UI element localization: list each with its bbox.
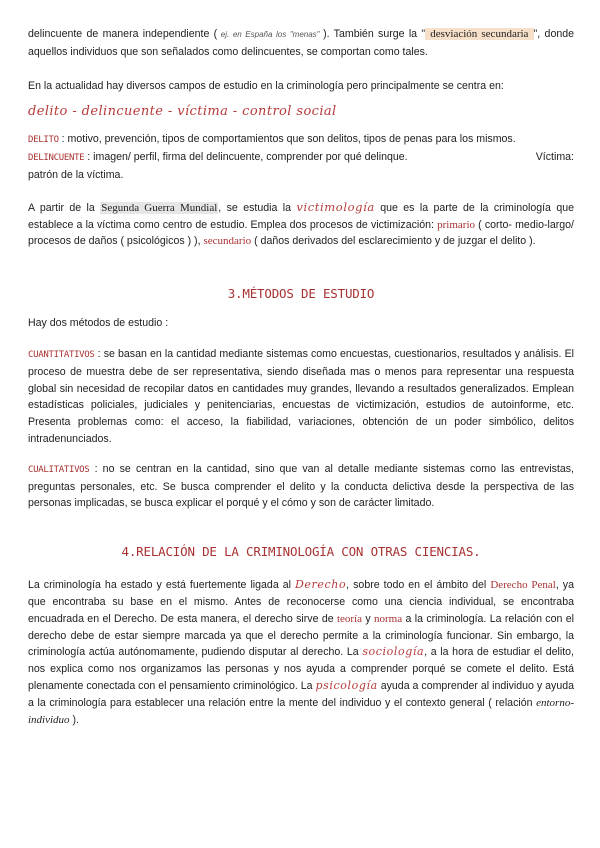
secundario-term: secundario [203,235,252,248]
cualitativos-paragraph: CUALITATIVOS : no se centran en la cantidad, sino que van al detalle mediante sistemas como las entrevistas, preguntas personales, etc. Se busca comprender el delito y la conducta delictiva desde la perspectiva de las personas implicadas, se busca explicar el porqué y el cómo y son de carácter limitado. [28,462,574,510]
paragraph-campos-intro: En la actualidad hay diversos campos de estudio en la criminología pero principalmente se centra en: [28,79,504,92]
section-4-heading: 4.RELACIÓN DE LA CRIMINOLOGÍA CON OTRAS CIENCIAS. [121,544,481,560]
delincuente-label: DELINCUENTE [28,153,85,164]
cuantitativos-label: CUANTITATIVOS [28,349,95,360]
delito-label: DELITO [28,135,59,146]
example-note: ej. en España los "menas" [217,30,324,39]
paragraph-victimologia: A partir de la Segunda Guerra Mundial, se estudia la victimología que es la parte de la criminología que establece a la víctima como centro de estudio. Emplea dos procesos de victimización: primario ( corto- medio-largo/ procesos de daños ( psicológicos ) ), secundario ( daños derivados del esclarecimiento y de juzgar el delito ). [28,199,575,248]
derecho-handwritten: Derecho [295,578,347,592]
cuantitativos-paragraph: CUANTITATIVOS : se basan en la cantidad mediante sistemas como encuestas, cuestionarios, resultados y análisis. El proceso de muestra debe de ser representativa, siendo diseñada mas o menos para representar una respuesta global sin necesidad de recopilar datos en cantidades muy grandes, llevando a resultados generalizados. Emplean estadísticas policiales, judiciales y penitenciarias, encuestas de victimización, estudios de autoinforme, etc. Presenta problemas como: el acceso, la fiabilidad, variaciones, obtención de un poder simbólico, delitos intradenunciados. [28,347,574,445]
victima-definition: patrón de la víctima. [28,168,124,181]
entorno-individuo-term: entorno-individuo [28,696,574,726]
highlight-segunda-guerra: Segunda Guerra Mundial [101,201,218,214]
derecho-penal-term: Derecho Penal [490,579,556,592]
sociologia-handwritten: sociología [362,645,425,659]
delito-definition: DELITO : motivo, prevención, tipos de comportamientos que son delitos, tipos de penas para los mismos. [28,133,516,146]
cualitativos-label: CUALITATIVOS [28,464,90,475]
norma-term: norma [374,612,403,625]
teoria-term: teoría [336,612,362,625]
paragraph-metodos-intro: Hay dos métodos de estudio : [28,317,169,330]
highlight-desviacion-secundaria: desviación secundaria [426,28,533,40]
campos-handwritten-line: delito - delincuente - víctima - control social [28,104,337,120]
victimologia-handwritten: victimología [296,199,375,214]
paragraph-relacion-ciencias: La criminología ha estado y está fuertemente ligada al Derecho, sobre todo en el ámbito del Derecho Penal, ya que encontraba su base en el mismo. Antes de reconocerse como una ciencia individual, se encontraba encuadrada en el Derecho. De esta manera, el derecho sirve de teoría y norma a la criminología. La relación con el derecho debe de estar siempre marcada ya que el derecho permite a la criminología funcionar. Sin embargo, la criminología actúa autónomamente, pudiendo disputar al derecho. La sociología, a la hora de estudiar el delito, nos explica como nos organizamos las personas y nos ayuda a comprender porqué se comete el delito. Está plenamente conectada con el pensamiento criminológico. La psicología ayuda a comprender al individuo y ayuda a la criminología para establecer una relación entre la mente del individuo y el contexto general ( relación entorno-individuo ). [28,578,574,726]
section-3-heading: 3.MÉTODOS DE ESTUDIO [227,286,375,302]
paragraph-desviacion: delincuente de manera independiente ( ej. en España los "menas" ). También surge la " desviación secundaria ", donde aquellos individuos que son señalados como delincuentes, se comportan como tales. [28,28,575,58]
psicologia-handwritten: psicología [315,678,378,692]
primario-term: primario [437,218,476,231]
delincuente-definition: DELINCUENTE : imagen/ perfil, firma del delincuente, comprender por qué delinque. Víctima: [28,149,574,167]
victima-label: Víctima: [535,151,574,164]
